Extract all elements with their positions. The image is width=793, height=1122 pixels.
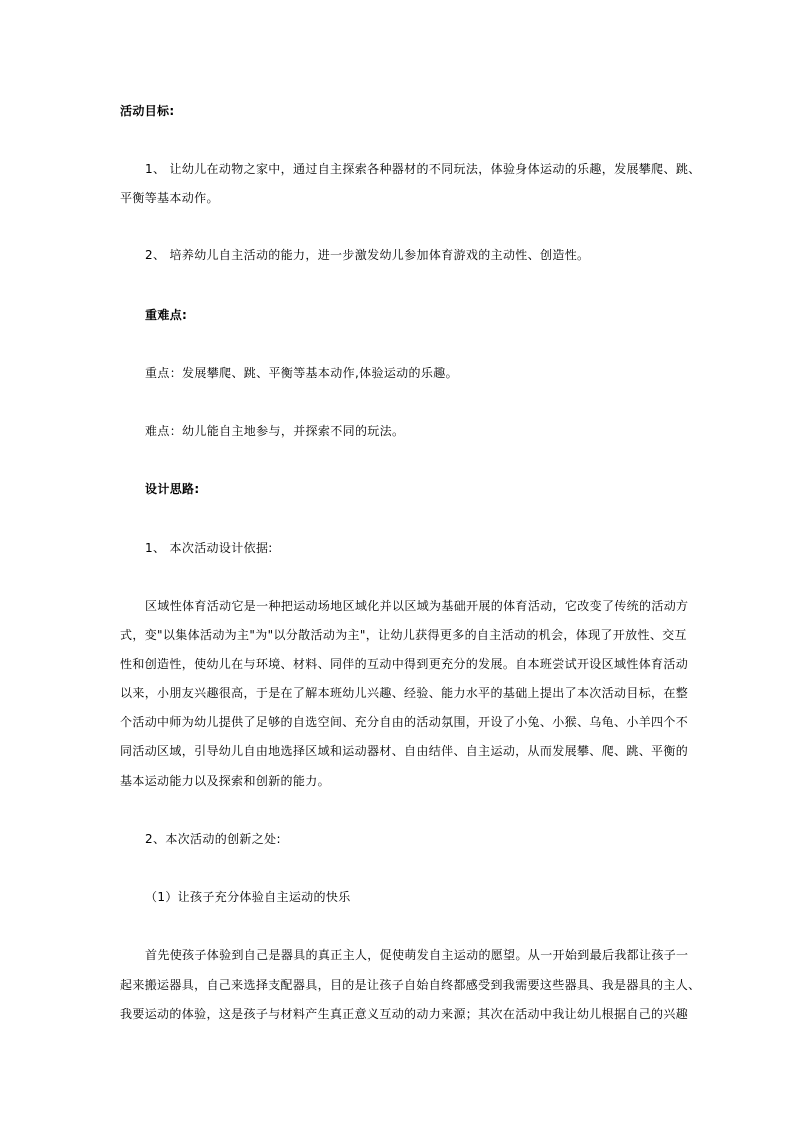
paragraph-1-line-2: 式，变"以集体活动为主"为"以分散活动为主"，让幼儿获得更多的自主活动的机会，体现了开放性、交互 — [120, 628, 687, 642]
key-point: 重点：发展攀爬、跳、平衡等基本动作,体验运动的乐趣。 — [145, 366, 458, 380]
goal-2: 2、 培养幼儿自主活动的能力，进一步激发幼儿参加体育游戏的主动性、创造性。 — [145, 248, 590, 262]
paragraph-1-line-5: 个活动中师为幼儿提供了足够的自选空间、充分自由的活动氛围，开设了小兔、小猴、乌龟、小羊四个不 — [120, 715, 689, 729]
heading-goals: 活动目标: — [120, 104, 175, 118]
difficult-point: 难点：幼儿能自主地参与，并探索不同的玩法。 — [145, 424, 405, 438]
paragraph-1-line-3: 性和创造性，使幼儿在与环境、材料、同伴的互动中得到更充分的发展。自本班尝试开设区域性体育活动 — [120, 657, 689, 671]
paragraph-1-line-6: 同活动区域，引导幼儿自由地选择区域和运动器材、自由结伴、自主运动，从而发展攀、爬、跳、平衡的 — [120, 744, 689, 758]
design-1-title: 1、 本次活动设计依据: — [145, 541, 273, 555]
paragraph-2-line-2: 起来搬运器具，自己来选择支配器具，目的是让孩子自始自终都感受到我需要这些器具、我是器具的主人、 — [120, 978, 701, 992]
paragraph-1-line-7: 基本运动能力以及探索和创新的能力。 — [120, 774, 330, 788]
design-2-title: 2、本次活动的创新之处: — [145, 832, 281, 846]
sub-1-title: （1）让孩子充分体验自主运动的快乐 — [145, 890, 351, 904]
heading-design: 设计思路: — [145, 482, 200, 496]
goal-1-line-1: 1、 让幼儿在动物之家中，通过自主探索各种器材的不同玩法，体验身体运动的乐趣，发展攀爬、跳、 — [145, 162, 701, 176]
heading-key-points: 重难点: — [145, 308, 188, 322]
paragraph-1-line-4: 以来，小朋友兴趣很高，于是在了解本班幼儿兴趣、经验、能力水平的基础上提出了本次活动目标，在整 — [120, 686, 689, 700]
goal-1-line-2: 平衡等基本动作。 — [120, 191, 219, 205]
paragraph-2-line-3: 我要运动的体验，这是孩子与材料产生真正意义互动的动力来源；其次在活动中我让幼儿根据自己的兴趣 — [120, 1007, 689, 1021]
paragraph-2-line-1: 首先使孩子体验到自己是器具的真正主人，促使萌发自主运动的愿望。从一开始到最后我都让孩子一 — [145, 948, 689, 962]
paragraph-1-line-1: 区域性体育活动它是一种把运动场地区域化并以区域为基础开展的体育活动，它改变了传统的活动方 — [145, 599, 689, 613]
